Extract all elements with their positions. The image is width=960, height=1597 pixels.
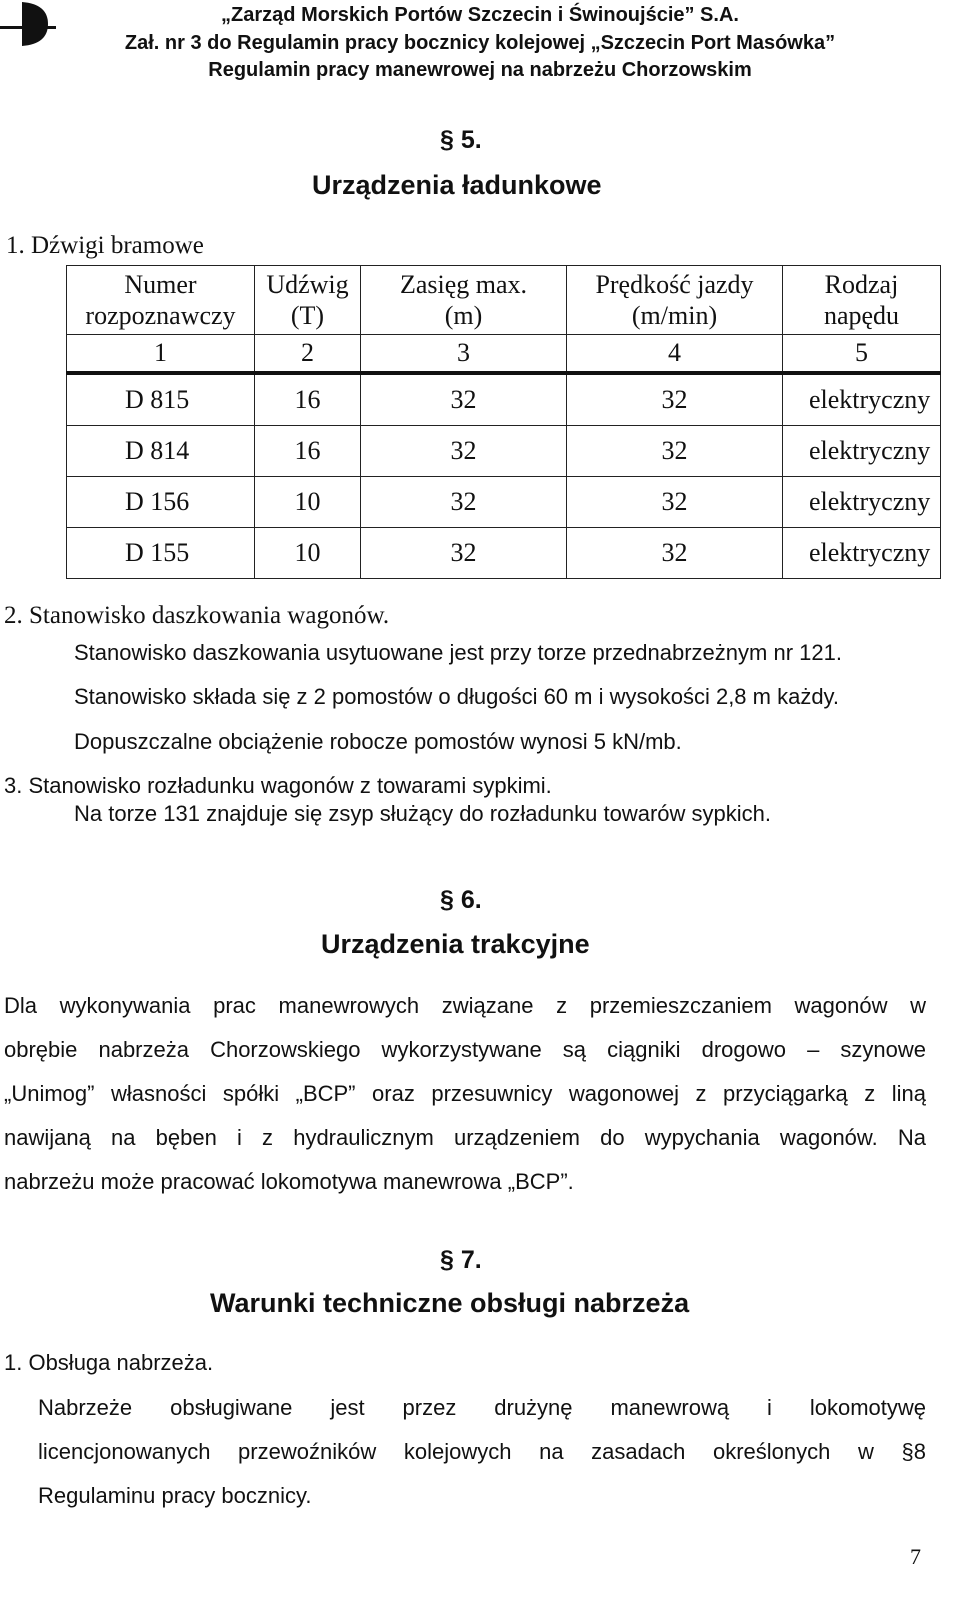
table-cell: D 155 (67, 528, 255, 579)
section7-title: Warunki techniczne obsługi nabrzeża (210, 1288, 690, 1318)
table-cell: 32 (361, 373, 567, 426)
section5-item3-line: Na torze 131 znajduje się zsyp służący do rozładunku towarów sypkich. (74, 801, 772, 826)
header-company: „Zarząd Morskich Portów Szczecin i Świnoujście” S.A. (221, 4, 739, 26)
table-row (67, 373, 941, 426)
table-cell: 1 (67, 335, 255, 374)
paragraph-line: nabrzeżu może pracować lokomotywa manewrowa „BCP”. (4, 1169, 574, 1194)
table-cell: 10 (255, 528, 361, 579)
section6-number: § 6. (440, 886, 482, 914)
table-row (67, 528, 941, 579)
paragraph-line: Nabrzeże obsługiwane jest przez drużynę manewrową i lokomotywę (38, 1395, 926, 1420)
table-row (67, 477, 941, 528)
table-cell: 32 (361, 528, 567, 579)
table-cell: 5 (783, 335, 941, 374)
table-cell: 3 (361, 335, 567, 374)
header-attachment: Zał. nr 3 do Regulamin pracy bocznicy kolejowej „Szczecin Port Masówka” (124, 32, 836, 54)
table-cell: 16 (255, 426, 361, 477)
gantry-cranes-table (66, 265, 941, 579)
table-cell: 32 (567, 426, 783, 477)
section5-item2-line: Dopuszczalne obciążenie robocze pomostów wynosi 5 kN/mb. (74, 729, 682, 754)
table-header-cell: Rodzaj napędu (783, 266, 941, 335)
table-cell: 10 (255, 477, 361, 528)
table-cell: D 156 (67, 477, 255, 528)
table-cell: elektryczny (783, 426, 941, 477)
table-cell: elektryczny (783, 477, 941, 528)
section5-item2-line: Stanowisko daszkowania usytuowane jest przy torze przednabrzeżnym nr 121. (74, 640, 842, 665)
table-cell: 32 (361, 426, 567, 477)
section7-number: § 7. (440, 1246, 482, 1274)
page-number: 7 (910, 1544, 921, 1569)
paragraph-line: nawijaną na bęben i z hydraulicznym urządzeniem do wypychania wagonów. Na (4, 1125, 926, 1150)
section5-item2-line: Stanowisko składa się z 2 pomostów o długości 60 m i wysokości 2,8 m każdy. (74, 684, 840, 709)
table-cell: 32 (567, 373, 783, 426)
paragraph-line: licencjonowanych przewoźników kolejowych na zasadach określonych w §8 (38, 1439, 926, 1464)
table-cell: 32 (361, 477, 567, 528)
section5-item2-title: 2. Stanowisko daszkowania wagonów. (4, 602, 390, 629)
paragraph-line: Dla wykonywania prac manewrowych związane z przemieszczaniem wagonów w (4, 993, 926, 1018)
table-header-cell: Numer rozpoznawczy (67, 266, 255, 335)
section7-item1-title: 1. Obsługa nabrzeża. (4, 1350, 214, 1375)
header-subtitle: Regulamin pracy manewrowej na nabrzeżu Chorzowskim (208, 59, 752, 81)
table-header-cell: Udźwig (T) (255, 266, 361, 335)
section5-title: Urządzenia ładunkowe (312, 170, 602, 200)
table-cell: elektryczny (783, 373, 941, 426)
table-header-cell: Prędkość jazdy (m/min) (567, 266, 783, 335)
table-column-number-row (67, 335, 941, 374)
table-cell: 32 (567, 528, 783, 579)
table-cell: 16 (255, 373, 361, 426)
section5-item3-title: 3. Stanowisko rozładunku wagonów z towarami sypkimi. (4, 773, 552, 798)
table-cell: D 815 (67, 373, 255, 426)
table-cell: elektryczny (783, 528, 941, 579)
table-cell: D 814 (67, 426, 255, 477)
section6-paragraph (4, 984, 926, 1204)
paragraph-line: „Unimog” własności spółki „BCP” oraz przesuwnicy wagonowej z przyciągarką z liną (4, 1081, 926, 1106)
paragraph-line: Regulaminu pracy bocznicy. (38, 1483, 312, 1508)
section5-item1-title: 1. Dźwigi bramowe (6, 232, 204, 259)
table-row (67, 426, 941, 477)
section5-number: § 5. (440, 126, 482, 154)
table-cell: 2 (255, 335, 361, 374)
table-cell: 32 (567, 477, 783, 528)
paragraph-line: obrębie nabrzeża Chorzowskiego wykorzystywane są ciągniki drogowo – szynowe (4, 1037, 926, 1062)
table-header-row (67, 266, 941, 335)
table-cell: 4 (567, 335, 783, 374)
section6-title: Urządzenia trakcyjne (321, 929, 590, 959)
table-header-cell: Zasięg max. (m) (361, 266, 567, 335)
section7-paragraph (38, 1386, 926, 1518)
